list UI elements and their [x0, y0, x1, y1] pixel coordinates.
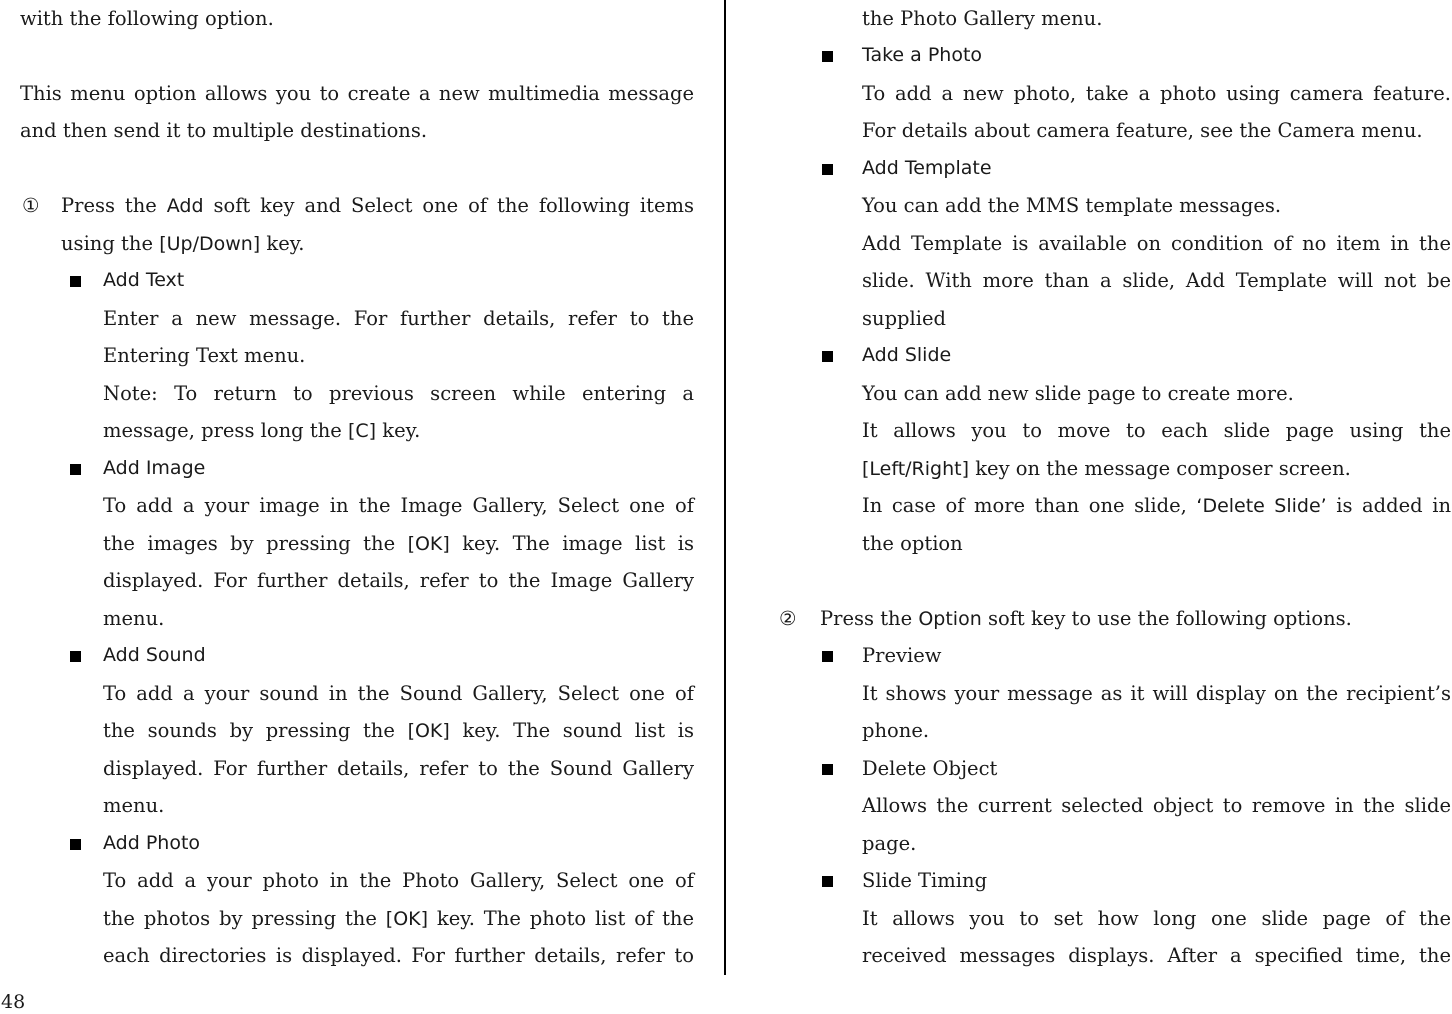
- step-2-marker: ②: [779, 607, 797, 630]
- take-photo-line-1: To add a new photo, take a photo using camera feature.: [862, 82, 1451, 105]
- add-template-line-3: slide. With more than a slide, Add Template will not be: [862, 269, 1451, 292]
- bullet-icon: [822, 164, 833, 175]
- c-key-label: [C]: [348, 420, 377, 442]
- add-image-line-4: menu.: [103, 607, 165, 630]
- add-template-line-1: You can add the MMS template messages.: [862, 194, 1282, 217]
- add-text-heading: Add Text: [103, 269, 185, 291]
- intro-paragraph-line-1: This menu option allows you to create a new multimedia message: [20, 82, 694, 105]
- add-slide-line-2: It allows you to move to each slide page using the: [862, 419, 1451, 442]
- add-key-label: Add: [166, 195, 204, 217]
- bullet-icon: [822, 651, 833, 662]
- delete-slide-label: ‘Delete Slide’: [1196, 495, 1327, 517]
- add-sound-line-3: displayed. For further details, refer to the Sound Gallery: [103, 757, 694, 780]
- add-text-note-line-1: Note: To return to previous screen while entering a: [103, 382, 694, 405]
- add-image-line-3: displayed. For further details, refer to the Image Gallery: [103, 569, 694, 592]
- add-sound-line-4: menu.: [103, 794, 165, 817]
- add-photo-line-1: To add a your photo in the Photo Gallery, Select one of: [103, 869, 694, 892]
- add-image-line-1: To add a your image in the Image Gallery, Select one of: [103, 494, 694, 517]
- page-number: 48: [1, 991, 26, 1013]
- bullet-icon: [70, 839, 81, 850]
- take-photo-heading: Take a Photo: [862, 44, 983, 66]
- delete-object-line-2: page.: [862, 832, 917, 855]
- add-template-line-4: supplied: [862, 307, 947, 330]
- bullet-icon: [822, 764, 833, 775]
- ok-key-label: [OK]: [407, 720, 450, 742]
- preview-heading: Preview: [862, 644, 942, 667]
- take-photo-line-2: For details about camera feature, see the Camera menu.: [862, 119, 1423, 142]
- ok-key-label: [OK]: [407, 533, 450, 555]
- bullet-icon: [822, 51, 833, 62]
- bullet-icon: [70, 651, 81, 662]
- add-slide-line-3: [Left/Right] key on the message composer screen.: [862, 457, 1351, 480]
- left-right-key-label: [Left/Right]: [862, 458, 970, 480]
- bullet-icon: [70, 464, 81, 475]
- add-photo-line-3: each directories is displayed. For further details, refer to: [103, 944, 694, 967]
- add-text-note-line-2: message, press long the [C] key.: [103, 419, 421, 442]
- add-text-line-2: Entering Text menu.: [103, 344, 306, 367]
- add-slide-line-4: In case of more than one slide, ‘Delete Slide’ is added in: [862, 494, 1452, 517]
- intro-line: with the following option.: [20, 7, 274, 30]
- option-key-label: Option: [918, 608, 982, 630]
- preview-line-2: phone.: [862, 719, 930, 742]
- slide-timing-heading: Slide Timing: [862, 869, 988, 892]
- add-text-line-1: Enter a new message. For further details, refer to the: [103, 307, 694, 330]
- add-image-heading: Add Image: [103, 457, 206, 479]
- delete-object-line-1: Allows the current selected object to remove in the slide: [862, 794, 1451, 817]
- up-down-key-label: [Up/Down]: [159, 233, 261, 255]
- add-slide-line-5: the option: [862, 532, 963, 555]
- bullet-icon: [70, 276, 81, 287]
- add-slide-line-1: You can add new slide page to create more.: [862, 382, 1294, 405]
- add-sound-heading: Add Sound: [103, 644, 206, 666]
- delete-object-heading: Delete Object: [862, 757, 998, 780]
- step-2-line: Press the Option soft key to use the following options.: [820, 607, 1352, 630]
- add-photo-heading: Add Photo: [103, 832, 201, 854]
- continued-line: the Photo Gallery menu.: [862, 7, 1103, 30]
- slide-timing-line-1: It allows you to set how long one slide page of the: [862, 907, 1451, 930]
- add-image-line-2: the images by pressing the [OK] key. The image list is: [103, 532, 694, 555]
- preview-line-1: It shows your message as it will display on the recipient’s: [862, 682, 1451, 705]
- add-sound-line-2: the sounds by pressing the [OK] key. The sound list is: [103, 719, 694, 742]
- intro-paragraph-line-2: and then send it to multiple destinations.: [20, 119, 428, 142]
- bullet-icon: [822, 876, 833, 887]
- ok-key-label: [OK]: [385, 908, 429, 930]
- step-1-marker: ①: [22, 194, 40, 217]
- add-template-heading: Add Template: [862, 157, 992, 179]
- step-1-line-2: using the [Up/Down] key.: [61, 232, 305, 255]
- add-template-line-2: Add Template is available on condition of no item in the: [862, 232, 1451, 255]
- column-divider: [724, 0, 726, 975]
- add-slide-heading: Add Slide: [862, 344, 952, 366]
- slide-timing-line-2: received messages displays. After a specified time, the: [862, 944, 1451, 967]
- add-sound-line-1: To add a your sound in the Sound Gallery, Select one of: [103, 682, 694, 705]
- add-photo-line-2: the photos by pressing the [OK] key. The photo list of the: [103, 907, 694, 930]
- step-1-line-1: Press the Add soft key and Select one of the following items: [61, 194, 694, 217]
- bullet-icon: [822, 351, 833, 362]
